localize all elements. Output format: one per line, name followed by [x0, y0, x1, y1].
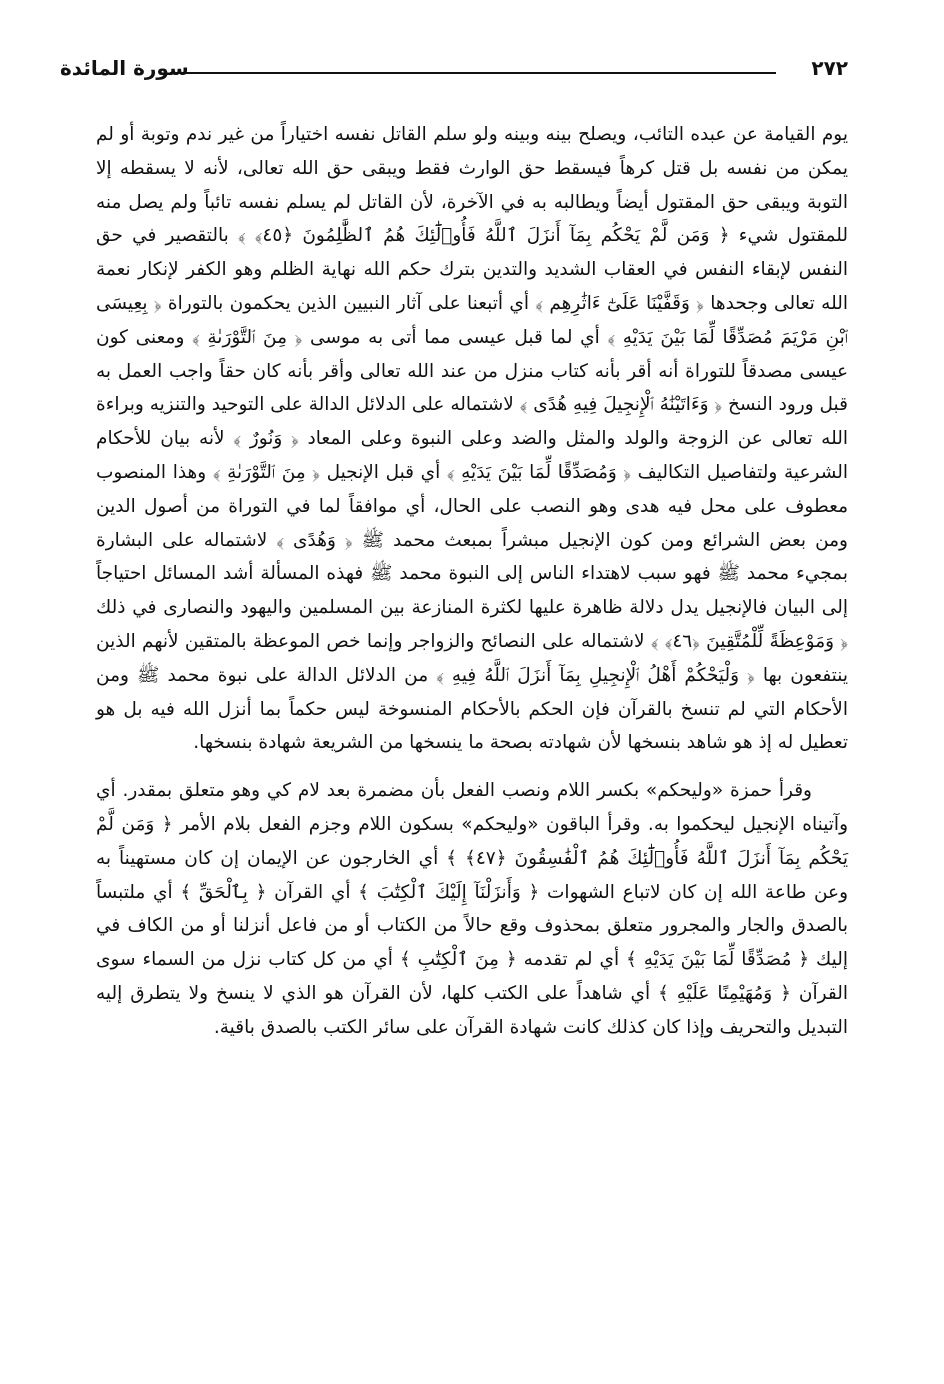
paragraph — [96, 774, 848, 1044]
paragraph — [96, 118, 848, 760]
page-number: ٢٧٢ — [811, 56, 848, 80]
header-rule — [170, 72, 776, 74]
page-header — [60, 50, 848, 90]
body-text — [96, 118, 848, 1045]
paragraph-text: وقرأ حمزة «وليحكم» بكسر اللام ونصب الفعل بأن مضمرة بعد لام كي وهو متعلق بمقدر. أي وآتيناه الإنجيل ليحكموا به. وقرأ الباقون «وليحكم» بسكون اللام وجزم الفعل بلام الأمر ﴿ وَمَن لَّمْ يَحْكُم بِمَآ أَنزَلَ ٱللَّهُ فَأُو۟لَٰٓئِكَ هُمُ ٱلْفَٰسِقُونَ ﴿٤٧﴾ ﴾ أي الخارجون عن الإيمان إن كان مستهيناً به وعن طاعة الله إن كان لاتباع الشهوات ﴿ وَأَنزَلْنَآ إِلَيْكَ ٱلْكِتَٰبَ ﴾ أي القرآن ﴿ بِٱلْحَقِّ ﴾ أي ملتبساً بالصدق والجار والمجرور متعلق بمحذوف وقع حالاً من الكتاب أو من فاعل أنزلنا أو من الكاف في إليك ﴿ مُصَدِّقًا لِّمَا بَيْنَ يَدَيْهِ ﴾ أي لم تقدمه ﴿ مِنَ ٱلْكِتَٰبِ ﴾ أي من كل كتاب نزل من السماء سوى القرآن ﴿ وَمُهَيْمِنًا عَلَيْهِ ﴾ أي شاهداً على الكتب كلها، لأن القرآن هو الذي لا ينسخ ولا يتطرق إليه التبديل والتحريف وإذا كان كذلك كانت شهادة القرآن على سائر الكتب بالصدق باقية. — [96, 780, 849, 1038]
surah-name: سورة المائدة — [60, 56, 189, 80]
paragraph-text: يوم القيامة عن عبده التائب، ويصلح بينه وبينه ولو سلم القاتل نفسه اختياراً من غير ندم وتوبة أو لم يمكن من نفسه بل قتل كرهاً فيسقط حق الوارث فقط ويبقى حق الله تعالى، لأنه لا يسقطه إلا التوبة ويبقى حق المقتول أيضاً ويطالبه به في الآخرة، لأن القاتل لم يسلم نفسه تائباً ولم يصل منه للمقتول شيء ﴿ وَمَن لَّمْ يَحْكُم بِمَآ أَنزَلَ ٱللَّهُ فَأُو۟لَٰٓئِكَ هُمُ ٱلظَّٰلِمُونَ ﴿٤٥﴾ ﴾ بالتقصير في حق النفس لإبقاء النفس في العقاب الشديد والتدين بترك حكم الله نهاية الظلم وهو الكفر لإنكار نعمة الله تعالى وجحدها ﴿ وَقَفَّيْنَا عَلَىٰٓ ءَاثَٰرِهِم ﴾ أي أتبعنا على آثار النبيين الذين يحكمون بالتوراة ﴿ بِعِيسَى ٱبْنِ مَرْيَمَ مُصَدِّقًا لِّمَا بَيْنَ يَدَيْهِ ﴾ أي لما قبل عيسى مما أتى به موسى ﴿ مِنَ ٱلتَّوْرَىٰةِ ﴾ ومعنى كون عيسى مصدقاً للتوراة أنه أقر بأنه كتاب منزل من عند الله تعالى وأقر بأنه كان حقاً واجب العمل به قبل ورود النسخ ﴿ وَءَاتَيْنَٰهُ ٱلْإِنجِيلَ فِيهِ هُدًى ﴾ لاشتماله على الدلائل الدالة على التوحيد والتنزيه وبراءة الله تعالى عن الزوجة والولد والمثل والضد وعلى النبوة وعلى المعاد ﴿ وَنُورٌ ﴾ لأنه بيان للأحكام الشرعية ولتفاصيل التكاليف ﴿ وَمُصَدِّقًا لِّمَا بَيْنَ يَدَيْهِ ﴾ أي قبل الإنجيل ﴿ مِنَ ٱلتَّوْرَىٰةِ ﴾ وهذا المنصوب معطوف على محل فيه هدى وهو النصب على الحال، أي موافقاً لما في التوراة من أصول الدين ومن بعض الشرائع ومن كون الإنجيل مبشراً بمبعث محمد ﷺ ﴿ وَهُدًى ﴾ لاشتماله على البشارة بمجيء محمد ﷺ فهو سبب لاهتداء الناس إلى النبوة محمد ﷺ فهذه المسألة أشد المسائل احتياجاً إلى البيان فالإنجيل يدل دلالة ظاهرة عليها لكثرة المنازعة بين المسلمين واليهود والنصارى في ذلك ﴿ وَمَوْعِظَةً لِّلْمُتَّقِينَ ﴿٤٦﴾ ﴾ لاشتماله على النصائح والزواجر وإنما خص الموعظة بالمتقين لأنهم الذين ينتفعون بها ﴿ وَلْيَحْكُمْ أَهْلُ ٱلْإِنجِيلِ بِمَآ أَنزَلَ ٱللَّهُ فِيهِ ﴾ من الدلائل الدالة على نبوة محمد ﷺ ومن الأحكام التي لم تنسخ بالقرآن فإن الحكم بالأحكام المنسوخة ليس حكماً بما أنزل الله فيه بل هو تعطيل له إذ هو شاهد بنسخها لأن شهادته بصحة ما ينسخها من الشريعة شهادة بنسخها. — [96, 124, 848, 754]
